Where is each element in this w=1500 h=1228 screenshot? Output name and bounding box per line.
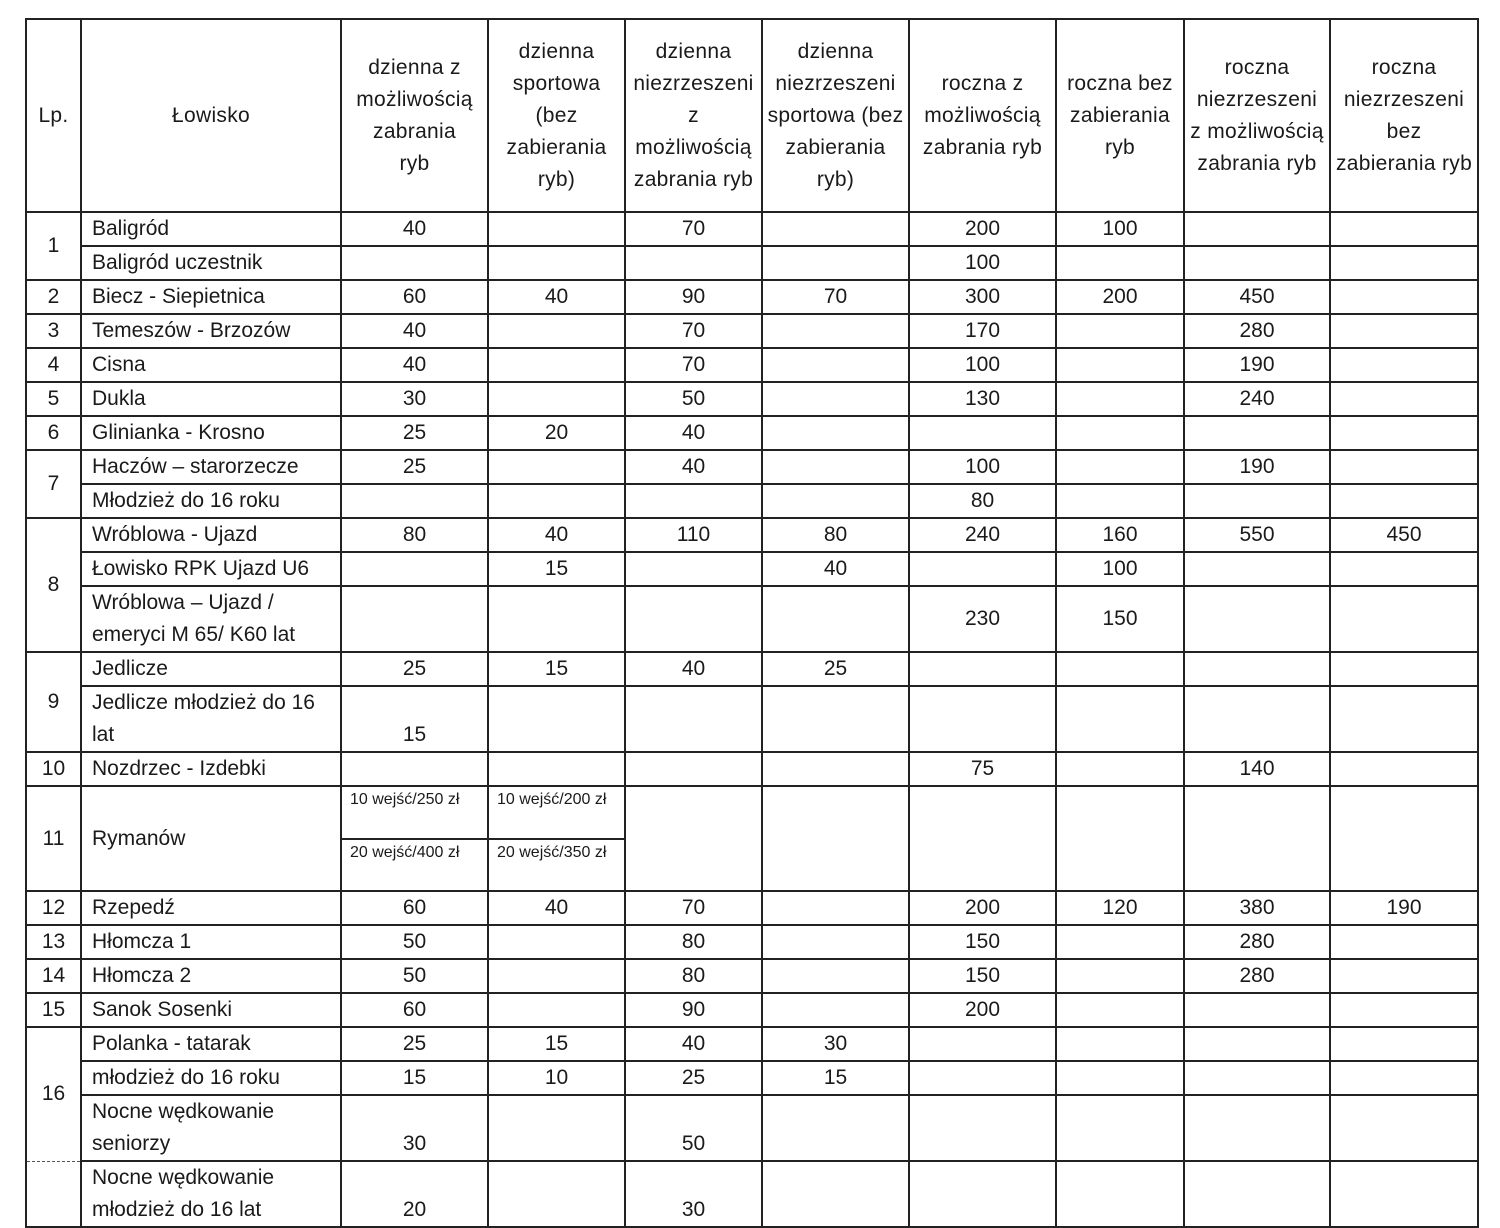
cell-value — [1184, 246, 1330, 280]
table-row — [26, 959, 1478, 993]
table-row — [26, 280, 1478, 314]
cell-value — [488, 752, 625, 786]
cell-value — [909, 1027, 1056, 1061]
row-lp: 2 — [26, 280, 81, 314]
cell-value — [1330, 686, 1478, 752]
row-lp: 12 — [26, 891, 81, 925]
cell-value: 60 — [341, 891, 488, 925]
header-annual-no-keep: roczna bez zabierania ryb — [1056, 19, 1184, 212]
table-row — [26, 993, 1478, 1027]
table-row — [26, 416, 1478, 450]
cell-value — [1330, 552, 1478, 586]
cell-value — [1330, 1027, 1478, 1061]
cell-value — [488, 348, 625, 382]
row-name: Wróblowa - Ujazd — [81, 518, 341, 552]
cell-value — [488, 586, 625, 652]
cell-value — [1056, 652, 1184, 686]
cell-value — [1056, 450, 1184, 484]
cell-value: 70 — [625, 212, 762, 246]
cell-value — [1184, 1061, 1330, 1095]
cell-value — [1056, 686, 1184, 752]
row-name: Baligród — [81, 212, 341, 246]
cell-value — [1330, 382, 1478, 416]
table-row — [26, 652, 1478, 686]
table-row — [26, 1095, 1478, 1161]
cell-value — [341, 752, 488, 786]
cell-value — [909, 1061, 1056, 1095]
cell-value — [1184, 652, 1330, 686]
cell-value — [1330, 993, 1478, 1027]
cell-value: 20 wejść/400 zł — [341, 839, 488, 891]
cell-value — [762, 484, 909, 518]
header-daily-nonmember-keep: dzienna niezrzeszeni z możliwością zabrania ryb — [625, 19, 762, 212]
cell-value — [488, 1095, 625, 1161]
cell-value: 10 wejść/200 zł — [488, 786, 625, 839]
cell-value — [762, 891, 909, 925]
table-row — [26, 891, 1478, 925]
cell-value: 380 — [1184, 891, 1330, 925]
table-row — [26, 450, 1478, 484]
cell-value: 30 — [341, 1095, 488, 1161]
cell-value — [1184, 484, 1330, 518]
header-annual-nonmember-keep: roczna niezrzeszeni z możliwością zabrania ryb — [1184, 19, 1330, 212]
cell-value: 20 — [488, 416, 625, 450]
table-row — [26, 348, 1478, 382]
header-annual-keep: roczna z możliwością zabrania ryb — [909, 19, 1056, 212]
cell-value — [1056, 752, 1184, 786]
row-lp: 5 — [26, 382, 81, 416]
header-row — [26, 19, 1478, 212]
cell-value — [762, 450, 909, 484]
row-name: Dukla — [81, 382, 341, 416]
row-name: Nozdrzec - Izdebki — [81, 752, 341, 786]
row-name: Baligród uczestnik — [81, 246, 341, 280]
cell-value: 240 — [909, 518, 1056, 552]
cell-value — [1056, 1095, 1184, 1161]
row-name: Polanka - tatarak — [81, 1027, 341, 1061]
cell-value — [1330, 416, 1478, 450]
cell-value — [909, 686, 1056, 752]
cell-value — [1056, 1061, 1184, 1095]
cell-value: 170 — [909, 314, 1056, 348]
cell-value — [488, 212, 625, 246]
cell-value: 15 — [488, 1027, 625, 1061]
row-name: Haczów – starorzecze — [81, 450, 341, 484]
cell-value — [625, 686, 762, 752]
cell-value: 100 — [909, 246, 1056, 280]
cell-value — [488, 959, 625, 993]
cell-value — [909, 652, 1056, 686]
cell-value — [625, 552, 762, 586]
row-name: Jedlicze — [81, 652, 341, 686]
cell-value: 80 — [625, 959, 762, 993]
cell-value — [1330, 280, 1478, 314]
cell-value — [488, 1161, 625, 1227]
cell-value: 30 — [762, 1027, 909, 1061]
header-daily-keep: dzienna z możliwością zabrania ryb — [341, 19, 488, 212]
cell-value — [762, 314, 909, 348]
cell-value — [625, 752, 762, 786]
cell-value: 40 — [488, 891, 625, 925]
cell-value: 25 — [341, 416, 488, 450]
row-lp: 7 — [26, 450, 81, 518]
row-lp: 6 — [26, 416, 81, 450]
cell-value: 200 — [1056, 280, 1184, 314]
row-name: Cisna — [81, 348, 341, 382]
cell-value — [762, 212, 909, 246]
cell-value: 190 — [1184, 348, 1330, 382]
cell-value: 15 — [488, 552, 625, 586]
cell-value — [488, 246, 625, 280]
cell-value — [341, 246, 488, 280]
header-lp: Lp. — [26, 19, 81, 212]
cell-value: 40 — [488, 518, 625, 552]
row-name: Wróblowa – Ujazd / emeryci M 65/ K60 lat — [81, 586, 341, 652]
cell-value — [488, 484, 625, 518]
table-row — [26, 518, 1478, 552]
cell-value — [1330, 212, 1478, 246]
cell-value: 280 — [1184, 314, 1330, 348]
cell-value: 10 wejść/250 zł — [341, 786, 488, 839]
header-daily-sport: dzienna sportowa (bez zabierania ryb) — [488, 19, 625, 212]
cell-value — [488, 382, 625, 416]
row-name: młodzież do 16 roku — [81, 1061, 341, 1095]
cell-value: 40 — [341, 348, 488, 382]
cell-value: 150 — [909, 925, 1056, 959]
row-name: Rzepedź — [81, 891, 341, 925]
cell-value — [1056, 959, 1184, 993]
cell-value — [625, 246, 762, 280]
cell-value — [909, 1095, 1056, 1161]
cell-value: 150 — [1056, 586, 1184, 652]
cell-value: 230 — [909, 586, 1056, 652]
cell-value: 20 wejść/350 zł — [488, 839, 625, 891]
cell-value: 15 — [341, 686, 488, 752]
cell-value — [1184, 993, 1330, 1027]
cell-value — [1056, 314, 1184, 348]
cell-value — [1330, 1061, 1478, 1095]
cell-value — [488, 993, 625, 1027]
cell-value — [762, 1095, 909, 1161]
header-daily-nonmember-sport: dzienna niezrzeszeni sportowa (bez zabierania ryb) — [762, 19, 909, 212]
row-name: Glinianka - Krosno — [81, 416, 341, 450]
cell-value — [1056, 1161, 1184, 1227]
table-row — [26, 212, 1478, 246]
cell-value — [762, 246, 909, 280]
cell-value: 15 — [762, 1061, 909, 1095]
cell-value: 25 — [625, 1061, 762, 1095]
table-row — [26, 246, 1478, 280]
cell-value: 280 — [1184, 925, 1330, 959]
cell-value: 60 — [341, 280, 488, 314]
row-name: Sanok Sosenki — [81, 993, 341, 1027]
header-lowisko: Łowisko — [81, 19, 341, 212]
cell-value: 50 — [625, 1095, 762, 1161]
cell-value: 280 — [1184, 959, 1330, 993]
row-name: Łowisko RPK Ujazd U6 — [81, 552, 341, 586]
cell-value: 40 — [341, 314, 488, 348]
row-lp: 1 — [26, 212, 81, 280]
cell-value — [762, 959, 909, 993]
cell-value: 70 — [762, 280, 909, 314]
row-lp: 4 — [26, 348, 81, 382]
cell-value — [1330, 786, 1478, 891]
cell-value — [1330, 586, 1478, 652]
cell-value: 110 — [625, 518, 762, 552]
table-row — [26, 586, 1478, 652]
cell-value — [909, 552, 1056, 586]
cell-value — [1330, 1095, 1478, 1161]
cell-value — [762, 993, 909, 1027]
cell-value — [909, 786, 1056, 891]
cell-value — [1330, 450, 1478, 484]
cell-value — [625, 786, 762, 891]
row-lp: 10 — [26, 752, 81, 786]
cell-value: 40 — [625, 1027, 762, 1061]
cell-value: 200 — [909, 212, 1056, 246]
cell-value: 75 — [909, 752, 1056, 786]
cell-value — [1184, 1027, 1330, 1061]
row-lp: 3 — [26, 314, 81, 348]
header-annual-nonmember-no-keep: roczna niezrzeszeni bez zabierania ryb — [1330, 19, 1478, 212]
cell-value — [488, 925, 625, 959]
cell-value — [1056, 484, 1184, 518]
cell-value: 100 — [1056, 212, 1184, 246]
table-row — [26, 484, 1478, 518]
row-name: Młodzież do 16 roku — [81, 484, 341, 518]
cell-value: 100 — [1056, 552, 1184, 586]
cell-value: 25 — [341, 1027, 488, 1061]
cell-value: 70 — [625, 314, 762, 348]
cell-value: 140 — [1184, 752, 1330, 786]
cell-value — [1056, 416, 1184, 450]
cell-value — [1184, 686, 1330, 752]
cell-value — [625, 586, 762, 652]
row-name: Hłomcza 2 — [81, 959, 341, 993]
table-row — [26, 925, 1478, 959]
cell-value: 20 — [341, 1161, 488, 1227]
cell-value: 450 — [1330, 518, 1478, 552]
cell-value: 190 — [1184, 450, 1330, 484]
cell-value — [1056, 348, 1184, 382]
cell-value: 80 — [341, 518, 488, 552]
cell-value — [1056, 925, 1184, 959]
row-name: Temeszów - Brzozów — [81, 314, 341, 348]
cell-value: 40 — [488, 280, 625, 314]
cell-value: 130 — [909, 382, 1056, 416]
cell-value: 80 — [762, 518, 909, 552]
table-row — [26, 382, 1478, 416]
row-lp: 11 — [26, 786, 81, 891]
cell-value: 15 — [488, 652, 625, 686]
cell-value: 40 — [625, 450, 762, 484]
row-lp-empty — [26, 1161, 81, 1227]
cell-value — [762, 752, 909, 786]
row-lp: 14 — [26, 959, 81, 993]
cell-value — [1056, 993, 1184, 1027]
cell-value — [1330, 314, 1478, 348]
cell-value — [1184, 1161, 1330, 1227]
cell-value: 550 — [1184, 518, 1330, 552]
row-name: Biecz - Siepietnica — [81, 280, 341, 314]
cell-value: 40 — [625, 416, 762, 450]
row-lp: 9 — [26, 652, 81, 752]
table-row — [26, 1027, 1478, 1061]
cell-value — [1184, 1095, 1330, 1161]
cell-value — [341, 552, 488, 586]
table-row — [26, 752, 1478, 786]
cell-value — [762, 925, 909, 959]
row-lp: 13 — [26, 925, 81, 959]
row-name: Nocne wędkowanie młodzież do 16 lat — [81, 1161, 341, 1227]
cell-value — [1056, 246, 1184, 280]
table-row — [26, 686, 1478, 752]
cell-value: 300 — [909, 280, 1056, 314]
cell-value — [1330, 1161, 1478, 1227]
cell-value: 100 — [909, 450, 1056, 484]
row-name: Jedlicze młodzież do 16 lat — [81, 686, 341, 752]
row-lp: 16 — [26, 1027, 81, 1161]
cell-value — [909, 416, 1056, 450]
cell-value — [1330, 752, 1478, 786]
cell-value — [1056, 382, 1184, 416]
cell-value — [1330, 925, 1478, 959]
cell-value — [341, 586, 488, 652]
cell-value: 15 — [341, 1061, 488, 1095]
cell-value — [762, 416, 909, 450]
cell-value: 40 — [762, 552, 909, 586]
cell-value: 150 — [909, 959, 1056, 993]
cell-value — [341, 484, 488, 518]
table-row — [26, 786, 1478, 839]
cell-value — [762, 586, 909, 652]
cell-value: 240 — [1184, 382, 1330, 416]
cell-value: 10 — [488, 1061, 625, 1095]
cell-value: 60 — [341, 993, 488, 1027]
cell-value — [909, 1161, 1056, 1227]
table-row — [26, 314, 1478, 348]
cell-value: 160 — [1056, 518, 1184, 552]
cell-value: 50 — [341, 959, 488, 993]
cell-value: 190 — [1330, 891, 1478, 925]
cell-value: 30 — [341, 382, 488, 416]
table-row — [26, 552, 1478, 586]
cell-value: 70 — [625, 348, 762, 382]
table-row — [26, 1161, 1478, 1227]
cell-value — [1184, 586, 1330, 652]
cell-value — [1184, 212, 1330, 246]
cell-value — [762, 786, 909, 891]
cell-value — [1330, 348, 1478, 382]
cell-value: 50 — [341, 925, 488, 959]
row-name: Rymanów — [81, 786, 341, 891]
cell-value — [1184, 552, 1330, 586]
cell-value — [762, 382, 909, 416]
cell-value: 40 — [625, 652, 762, 686]
cell-value: 25 — [341, 450, 488, 484]
cell-value: 80 — [625, 925, 762, 959]
cell-value — [488, 686, 625, 752]
cell-value: 30 — [625, 1161, 762, 1227]
cell-value: 50 — [625, 382, 762, 416]
cell-value: 90 — [625, 993, 762, 1027]
cell-value — [762, 348, 909, 382]
cell-value — [1330, 484, 1478, 518]
row-lp: 15 — [26, 993, 81, 1027]
cell-value: 80 — [909, 484, 1056, 518]
cell-value — [488, 450, 625, 484]
cell-value: 90 — [625, 280, 762, 314]
cell-value — [1184, 786, 1330, 891]
cell-value — [1330, 652, 1478, 686]
row-name: Nocne wędkowanie seniorzy — [81, 1095, 341, 1161]
cell-value: 25 — [762, 652, 909, 686]
table-row — [26, 1061, 1478, 1095]
cell-value — [1184, 416, 1330, 450]
cell-value — [1056, 786, 1184, 891]
cell-value — [625, 484, 762, 518]
cell-value — [488, 314, 625, 348]
cell-value — [1056, 1027, 1184, 1061]
cell-value: 70 — [625, 891, 762, 925]
cell-value — [1330, 246, 1478, 280]
cell-value — [762, 686, 909, 752]
cell-value: 200 — [909, 993, 1056, 1027]
cell-value: 25 — [341, 652, 488, 686]
cell-value: 100 — [909, 348, 1056, 382]
fishing-fees-table — [25, 18, 1479, 1228]
cell-value — [762, 1161, 909, 1227]
cell-value: 40 — [341, 212, 488, 246]
cell-value — [1330, 959, 1478, 993]
cell-value: 450 — [1184, 280, 1330, 314]
row-name: Hłomcza 1 — [81, 925, 341, 959]
cell-value: 200 — [909, 891, 1056, 925]
cell-value: 120 — [1056, 891, 1184, 925]
row-lp: 8 — [26, 518, 81, 652]
